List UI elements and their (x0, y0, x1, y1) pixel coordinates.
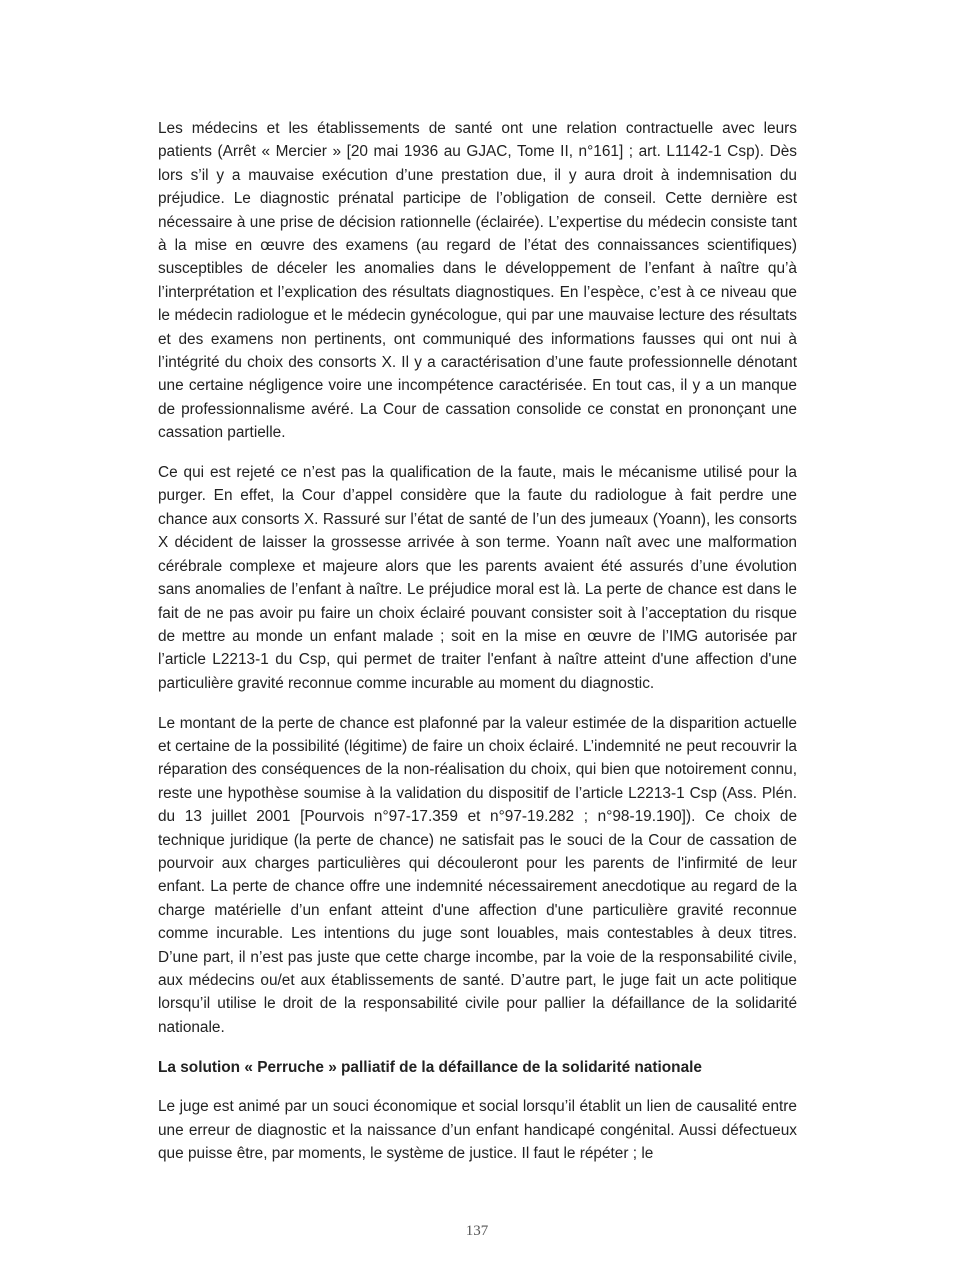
paragraph-judge-motivation: Le juge est animé par un souci économique et social lorsqu’il établit un lien de causalité entre une erreur de diagnostic et la naissance d’un enfant handicapé congénital. Aussi défectueux que puisse être, par moments, le système de justice. Il faut le répéter ; le (158, 1098, 797, 1163)
page-number: 137 (465, 1223, 489, 1239)
paragraph-loss-of-chance: Ce qui est rejeté ce n’est pas la qualification de la faute, mais le mécanisme utilisé pour la purger. En effet, la Cour d’appel considère que la faute du radiologue à fait perdre une chance aux consorts X. Rassuré sur l’état de santé de l’un des jumeaux (Yoann), les consorts X décident de laisser la grossesse arrivée à son terme. Yoann naît avec une malformation cérébrale complexe et majeure alors que les parents avaient été assurés d’une évolution sans anomalies de l’enfant à naître. Le préjudice moral est là. La perte de chance est dans le fait de ne pas avoir pu faire un choix éclairé pouvant consister soit à l’acceptation du risque de mettre au monde un enfant malade ; soit en la mise en œuvre de l’IMG autorisée par l’article L2213-1 du Csp, qui permet de traiter l'enfant à naître atteint d'une affection d'une particulière gravité reconnue comme incurable au moment du diagnostic. (158, 464, 797, 692)
section-heading: La solution « Perruche » palliatif de la défaillance de la solidarité nationale (158, 1058, 702, 1076)
paragraph-contractual-relation: Les médecins et les établissements de santé ont une relation contractuelle avec leurs patients (Arrêt « Mercier » [20 mai 1936 au GJAC, Tome II, n°161] ; art. L1142-1 Csp). Dès lors s’il y a mauvaise exécution d’une prestation due, il y aura droit à indemnisation du préjudice. Le diagnostic prénatal participe de l’obligation de conseil. Cette dernière est nécessaire à une prise de décision rationnelle (éclairée). L’expertise du médecin consiste tant à la mise en œuvre des examens (au regard de l’état des connaissances scientifiques) susceptibles de déceler les anomalies dans le développement de l’enfant à naître qu’à l’interprétation et l’explication des résultats diagnostiques. En l’espèce, c’est à ce niveau que le médecin radiologue et le médecin gynécologue, qui par une mauvaise lecture des résultats et des examens non pertinents, ont communiqué des informations fausses qui ont nui à l’intégrité du choix des consorts X. Il y a caractérisation d’une faute professionnelle dénotant une certaine négligence voire une incompétence caractérisée. En tout cas, il y a un manque de professionnalisme avéré. La Cour de cassation consolide ce constat en prononçant une cassation partielle. (158, 120, 797, 442)
page-body (158, 117, 797, 1182)
paragraph-compensation-amount: Le montant de la perte de chance est plafonné par la valeur estimée de la disparition actuelle et certaine de la possibilité (légitime) de faire un choix éclairé. L’indemnité ne peut recouvrir la réparation des conséquences de la non-réalisation du choix, qui bien que notoirement connu, reste une hypothèse soumise à la validation du dispositif de l’article L2213-1 Csp (Ass. Plén. du 13 juillet 2001 [Pourvois n°97-17.359 et n°97-19.282 ; n°98-19.190]). Ce choix de technique juridique (la perte de chance) ne satisfait pas le souci de la Cour de cassation de pourvoir aux charges particulières qui découleront pour les parents de l'infirmité de leur enfant. La perte de chance offre une indemnité nécessairement anecdotique au regard de la charge matérielle d’un enfant atteint d'une affection d'une particulière gravité reconnue comme incurable. Les intentions du juge sont louables, mais contestables à deux titres. D’une part, il n’est pas juste que cette charge incombe, par la voie de la responsabilité civile, aux médecins ou/et aux établissements de santé. D’autre part, le juge fait un acte politique lorsqu’il utilise le droit de la responsabilité civile pour pallier la défaillance de la solidarité nationale. (158, 714, 797, 1036)
